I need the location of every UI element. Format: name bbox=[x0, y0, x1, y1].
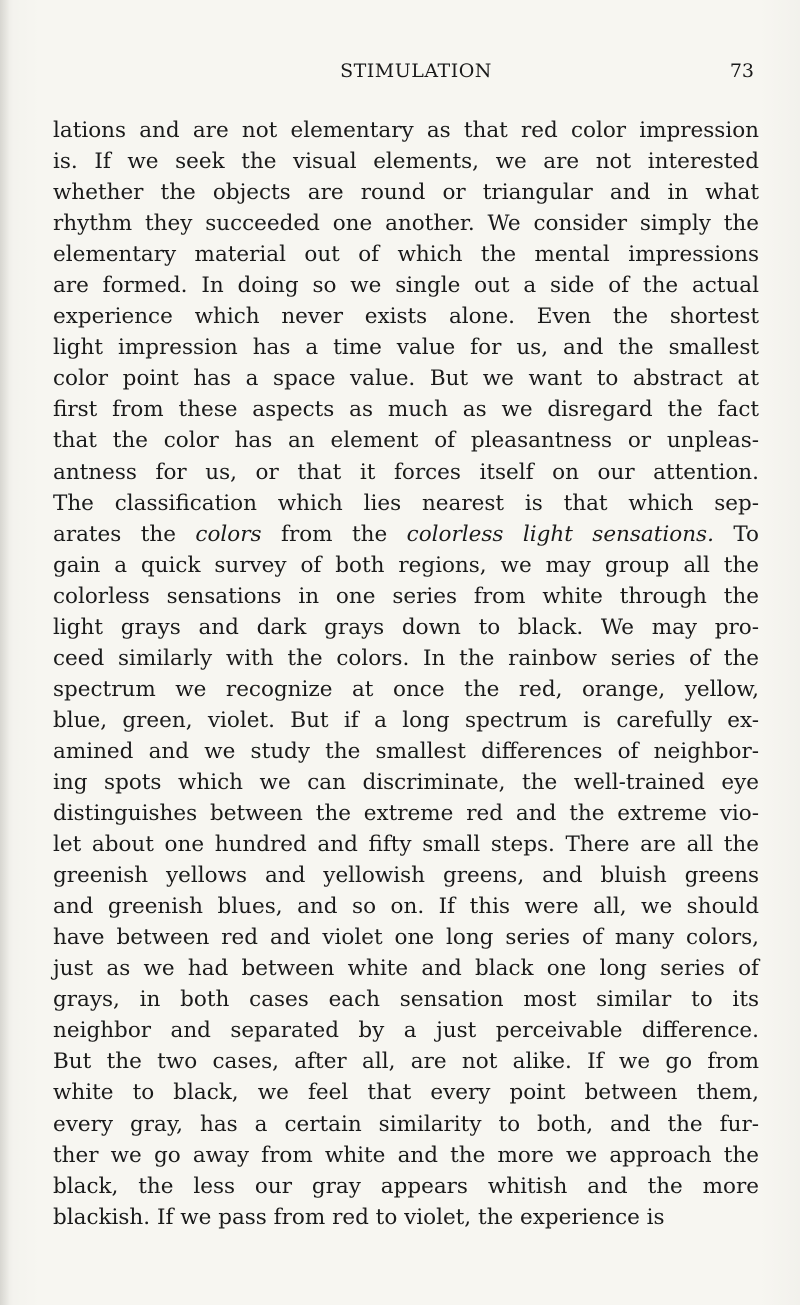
text-line: spectrum we recognize at once the red, orange, yellow, bbox=[53, 676, 759, 702]
text-line: blackish. If we pass from red to violet, the experience is bbox=[53, 1204, 665, 1230]
text-line: experience which never exists alone. Even the shortest bbox=[53, 304, 759, 330]
text-line: let about one hundred and fifty small steps. There are all the bbox=[53, 832, 759, 858]
text-run: arates the bbox=[53, 521, 196, 547]
gutter-shadow bbox=[0, 0, 10, 1305]
text-line: and greenish blues, and so on. If this were all, we should bbox=[53, 894, 759, 920]
text-line: every gray, has a certain similarity to both, and the fur- bbox=[53, 1111, 759, 1137]
text-line: just as we had between white and black one long series of bbox=[53, 956, 759, 982]
text-line: rhythm they succeeded one another. We consider simply the bbox=[53, 211, 759, 237]
text-line: ceed similarly with the colors. In the rainbow series of the bbox=[53, 645, 759, 671]
page-number: 73 bbox=[729, 60, 754, 82]
text-line: elementary material out of which the mental impressions bbox=[53, 242, 759, 268]
text-line: light impression has a time value for us, and the smallest bbox=[53, 335, 759, 361]
text-line-with-italics bbox=[53, 519, 759, 550]
text-line: But the two cases, after all, are not alike. If we go from bbox=[53, 1049, 759, 1075]
text-line: blue, green, violet. But if a long spectrum is carefully ex- bbox=[53, 707, 759, 733]
running-title: STIMULATION bbox=[340, 60, 492, 82]
text-line: colorless sensations in one series from white through the bbox=[53, 583, 759, 609]
text-run: To bbox=[713, 521, 759, 547]
text-line: first from these aspects as much as we disregard the fact bbox=[53, 397, 759, 423]
text-line: is. If we seek the visual elements, we are not interested bbox=[53, 149, 759, 175]
text-line: that the color has an element of pleasantness or unpleas- bbox=[53, 428, 759, 454]
text-line: have between red and violet one long series of many colors, bbox=[53, 925, 759, 951]
text-line: lations and are not elementary as that red color impression bbox=[53, 118, 759, 143]
text-line: black, the less our gray appears whitish and the more bbox=[53, 1173, 759, 1199]
body-text bbox=[53, 115, 759, 1233]
text-line: ing spots which we can discriminate, the well-trained eye bbox=[53, 769, 759, 795]
text-line: amined and we study the smallest differences of neighbor- bbox=[53, 738, 759, 764]
text-line: are formed. In doing so we single out a side of the actual bbox=[53, 273, 759, 299]
italic-term-colors: colors bbox=[195, 521, 262, 547]
text-line: gain a quick survey of both regions, we may group all the bbox=[53, 552, 759, 578]
text-line: antness for us, or that it forces itself on our attention. bbox=[53, 459, 759, 485]
text-line: distinguishes between the extreme red and the extreme vio- bbox=[53, 801, 759, 827]
text-line: neighbor and separated by a just perceivable difference. bbox=[53, 1018, 759, 1044]
text-run: from the bbox=[261, 521, 407, 547]
text-line: grays, in both cases each sensation most similar to its bbox=[53, 987, 759, 1013]
text-line: light grays and dark grays down to black. We may pro- bbox=[53, 614, 759, 640]
running-head bbox=[52, 58, 758, 84]
text-line: color point has a space value. But we want to abstract at bbox=[53, 366, 759, 392]
text-line: white to black, we feel that every point between them, bbox=[53, 1080, 759, 1106]
italic-term-colorless-light-sensations: colorless light sensations. bbox=[406, 521, 714, 547]
text-line: ther we go away from white and the more we approach the bbox=[53, 1142, 759, 1168]
text-line: greenish yellows and yellowish greens, and bluish greens bbox=[53, 863, 759, 889]
text-line: The classification which lies nearest is that which sep- bbox=[53, 490, 759, 516]
text-line: whether the objects are round or triangular and in what bbox=[53, 180, 759, 206]
